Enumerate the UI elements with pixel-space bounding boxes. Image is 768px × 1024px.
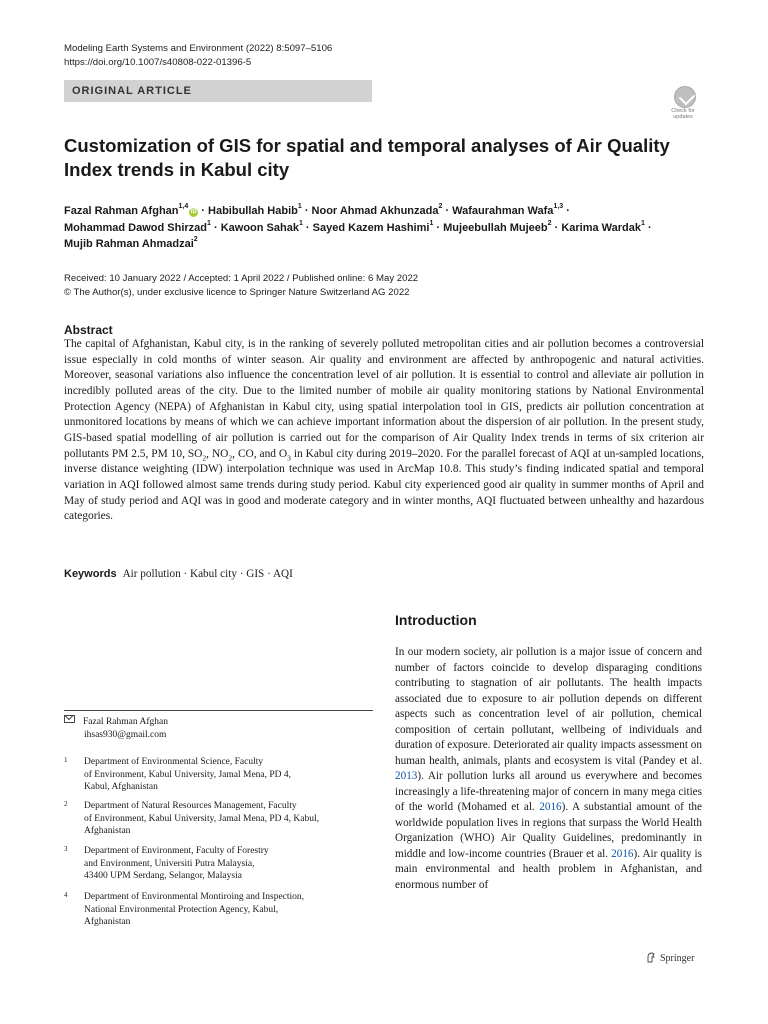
affiliation-2: 2 Department of Natural Resources Management, Faculty of Environment, Kabul University, Jamal Mena, PD 4, Kabul, Afghanistan (64, 800, 319, 836)
author-affiliation: 2 (438, 203, 443, 211)
author-affiliation: 1 (641, 219, 645, 227)
doi-link[interactable]: https://doi.org/10.1007/s40808-022-01396-5 (64, 57, 252, 68)
publisher-name: Springer (660, 953, 695, 964)
footnote-divider (64, 710, 373, 711)
title-line-2: Index trends in Kabul city (64, 159, 290, 180)
author-name[interactable]: Mujib Rahman Ahmadzai (64, 238, 194, 250)
affiliation-3: 3 Department of Environment, Faculty of Forestry and Environment, Universiti Putra Malaysia, 43400 UPM Serdang, Selangor, Malaysia (64, 845, 269, 881)
introduction-heading: Introduction (395, 612, 477, 628)
article-type-banner (64, 80, 372, 102)
corresponding-email[interactable]: ihsas930@gmail.com (84, 729, 167, 740)
orcid-icon[interactable]: iD (190, 209, 197, 215)
title-line-1: Customization of GIS for spatial and temporal analyses of Air Quality (64, 135, 670, 156)
author-name[interactable]: Sayed Kazem Hashimi (312, 221, 430, 234)
affiliation-4: 4 Department of Environmental Montiroing and Inspection, National Environmental Protection Agency, Kabul, Afghanistan (64, 891, 305, 927)
author-name[interactable]: Habibullah Habib (208, 205, 298, 217)
journal-citation: Modeling Earth Systems and Environment (2022) 8:5097–5106 (64, 43, 333, 54)
journal-header (64, 42, 332, 70)
author-name[interactable]: Karima Wardak (561, 221, 642, 234)
author-name[interactable]: Fazal Rahman Afghan (64, 205, 179, 217)
check-updates-icon (674, 86, 696, 108)
publication-dates (64, 272, 418, 300)
copyright-line: © The Author(s), under exclusive licence to Springer Nature Switzerland AG 2022 (64, 287, 410, 298)
publisher-logo (646, 952, 694, 966)
affiliation-1: 1 Department of Environmental Science, Faculty of Environment, Kabul University, Jamal Mena, PD 4, Kabul, Afghanistan (64, 756, 292, 792)
author-list (64, 203, 714, 253)
keywords (64, 566, 293, 582)
author-name[interactable]: Mohammad Dawod Shirzad (64, 221, 208, 234)
corresponding-name: Fazal Rahman Afghan (83, 717, 168, 727)
citation-link[interactable]: 2016 (611, 847, 634, 860)
springer-horse-icon (646, 952, 656, 962)
author-line-2: Mohammad Dawod Shirzad$^1$ · Kawoon Sahak$^1$ · Sayed Kazem Hashimi$^1$ · Mujeebullah Mujeeb$^2$ · Karima Wardak$^1$ · (64, 219, 652, 234)
author-line-3 (64, 236, 714, 253)
author-affiliation: 1 (298, 219, 303, 227)
author-name[interactable]: Wafaurahman Wafa (452, 205, 554, 217)
affiliation-number: 1 (64, 756, 68, 764)
author-affiliation: 1,4 (178, 203, 189, 211)
received-accepted-published: Received: 10 January 2022 / Accepted: 1 April 2022 / Published online: 6 May 2022 (64, 273, 419, 284)
citation-link[interactable]: 2016 (539, 801, 562, 813)
author-affiliation: 2 (547, 219, 552, 227)
author-name[interactable]: Kawoon Sahak (220, 221, 299, 234)
check-updates-text: Check for updates (671, 108, 695, 120)
affiliation-number: 2 (64, 800, 68, 808)
author-affiliation: 2 (193, 236, 198, 244)
author-affiliation: 1 (207, 219, 211, 227)
author-affiliation: 1,3 (553, 203, 564, 211)
introduction-body: In our modern society, air pollution is a major issue of concern and number of factors coincide to develop disparaging conditions contributing to stagnation of air pollutants. The health impacts associated due to exposure to air pollution depends on different aspects such as concentration level of air pollution, chemical composition of certain pollutant, wellbeing of individuals and duration of exposure. Deteriorated air quality impacts assessment on human health, animals, plants and ecosystem is vital (Pandey et al. 2013). Air pollution lurks all around us everywhere and becomes increasingly a life-threatening major of concern in many mega cities of the world (Mohamed et al. 2016). A substantial amount of the worldwide population lives in regions that surpass the World Health Organization (WHO) Air Quality Guidelines, predominantly in middle and low-income countries (Brauer et al. 2016). Air quality is main environmental and health problem in Afghanistan, and enormous number of (395, 646, 702, 891)
abstract-body: The capital of Afghanistan, Kabul city, is in the ranking of severely polluted metropolitan cities and air pollution becomes a controversial issue especially in cold months of winter season. Air quality and environment are affected by anthropogenic and natural activities. Moreover, seasonal variations also influence the concentration level of air pollution. It is essential to control and alleviate air pollution in incredibly polluted areas of the city. Due to the limited number of mobile air quality monitoring stations by National Environmental Protection Agency (NEPA) of Afghanistan in Kabul city, using spatial interpolation tool in GIS, predicts air pollution concentration at unmonitored locations by means of which we can achieve important information about the dispersion of air pollution. In the present study, GIS-based spatial modelling of air pollution is carried out for the comparison of Air Quality Index trends in terms of six criterion air pollutants PM 2.5, PM 10, $SO_2$, $NO_2$, CO, and $O_3$ in Kabul city during 2019–2020. For the parallel forecast of AQI at un-sampled locations, inverse distance weighting (IDW) interpolation technique was used in ArcMap 10.8. This study’s finding indicated spatial and temporal variation in AQI followed almost same trends during study period. Kabul city experienced good air quality in summer months of April and May of study period and AQI was in good and moderate category and in winter months, AQI fluctuated between unhealthy and hazardous categories. (64, 338, 704, 523)
paper-title (64, 134, 684, 182)
affiliation-number: 3 (64, 845, 68, 853)
author-name[interactable]: Mujeebullah Mujeeb (443, 221, 548, 234)
author-affiliation: 1 (429, 219, 434, 227)
affiliation-number: 4 (64, 891, 68, 899)
article-type-label: ORIGINAL ARTICLE (72, 85, 192, 97)
corresponding-author (64, 715, 168, 741)
keywords-list: Air pollution · Kabul city · GIS · AQI (122, 568, 293, 580)
author-name[interactable]: Noor Ahmad Akhunzada (311, 205, 439, 217)
citation-link[interactable]: 2013 (395, 770, 418, 782)
author-line-1: Fazal Rahman Afghan$^{1,4}$iD · Habibullah Habib$^1$ · Noor Ahmad Akhunzada$^2$ · Wafaurahman Wafa$^{1,3}$ · (64, 203, 570, 217)
keywords-label: Keywords (64, 568, 117, 580)
check-for-updates-badge[interactable] (664, 84, 702, 124)
abstract-heading: Abstract (64, 323, 113, 337)
author-affiliation: 1 (297, 203, 302, 211)
envelope-icon (64, 715, 75, 723)
